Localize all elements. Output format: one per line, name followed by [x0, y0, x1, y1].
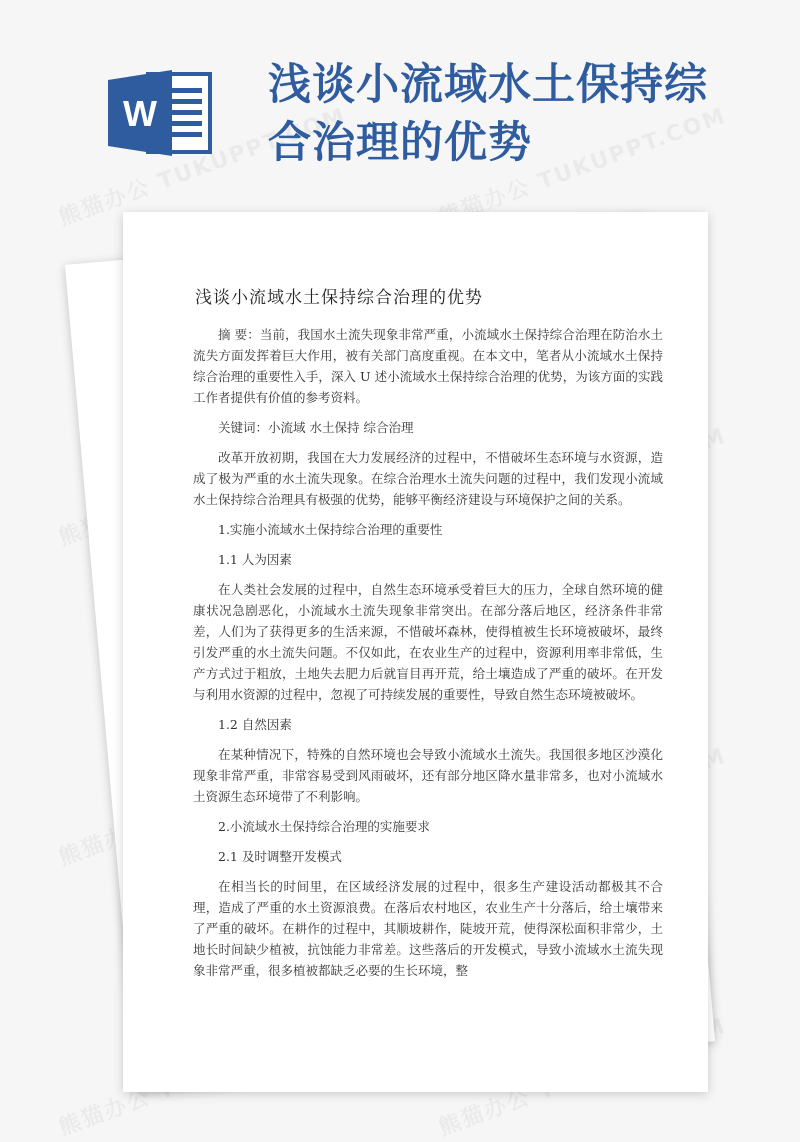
svg-text:W: W: [123, 93, 157, 134]
abstract-paragraph: 摘 要：当前，我国水土流失现象非常严重，小流域水土保持综合治理在防治水土流失方面发挥着巨大作用，被有关部门高度重视。在本文中，笔者从小流域水土保持综合治理的重要性入手，深入 U 述小流域水土保持综合治理的优势，为该方面的实践工作者提供有价值的参考资料。: [193, 327, 663, 405]
body-paragraph: 在相当长的时间里，在区域经济发展的过程中，很多生产建设活动都极其不合理，造成了严重的水土资源浪费。在落后农村地区，农业生产十分落后，给土壤带来了严重的破坏。在耕作的过程中，其顺坡耕作，陡坡开荒，使得深松面积非常少，土地长时间缺少植被，抗蚀能力非常差。这些落后的开发模式，导致小流域水土流失现象非常严重，很多植被都缺乏必要的生长环境，整: [193, 879, 663, 978]
intro-paragraph: 改革开放初期，我国在大力发展经济的过程中，不惜破坏生态环境与水资源，造成了极为严重的水土流失现象。在综合治理水土流失问题的过程中，我们发现小流域水土保持综合治理具有极强的优势，能够平衡经济建设与环境保护之间的关系。: [193, 450, 663, 507]
microsoft-word-icon: [108, 70, 212, 156]
header-title: 浅谈小流域水土保持综合治理的优势: [268, 60, 708, 168]
subsection-heading: 1.2 自然因素: [218, 717, 292, 732]
body-paragraph: 在某种情况下，特殊的自然环境也会导致小流域水土流失。我国很多地区沙漠化现象非常严重，非常容易受到风雨破坏，还有部分地区降水量非常多，也对小流域水土资源生态环境带了不利影响。: [193, 747, 663, 804]
section-heading: 1.实施小流域水土保持综合治理的重要性: [218, 522, 443, 537]
subsection-heading: 1.1 人为因素: [218, 552, 292, 567]
body-paragraph: 在人类社会发展的过程中，自然生态环境承受着巨大的压力，全球自然环境的健康状况急剧恶化，小流域水土流失现象非常突出。在部分落后地区，经济条件非常差，人们为了获得更多的生活来源，不惜破坏森林，使得植被生长环境被破坏，最终引发严重的水土流失问题。不仅如此，在农业生产的过程中，资源利用率非常低，生产方式过于粗放，土地失去肥力后就盲目再开荒，给土壤造成了严重的破坏。在开发与利用水资源的过程中，忽视了可持续发展的重要性，导致自然生态环境被破坏。: [193, 582, 663, 702]
document-page: [123, 212, 708, 1092]
section-heading: 2.小流域水土保持综合治理的实施要求: [218, 819, 430, 834]
subsection-heading: 2.1 及时调整开发模式: [218, 849, 342, 864]
document-title: 浅谈小流域水土保持综合治理的优势: [195, 288, 483, 308]
keywords-paragraph: 关键词：小流域 水土保持 综合治理: [218, 420, 414, 435]
document-body: [193, 324, 663, 990]
